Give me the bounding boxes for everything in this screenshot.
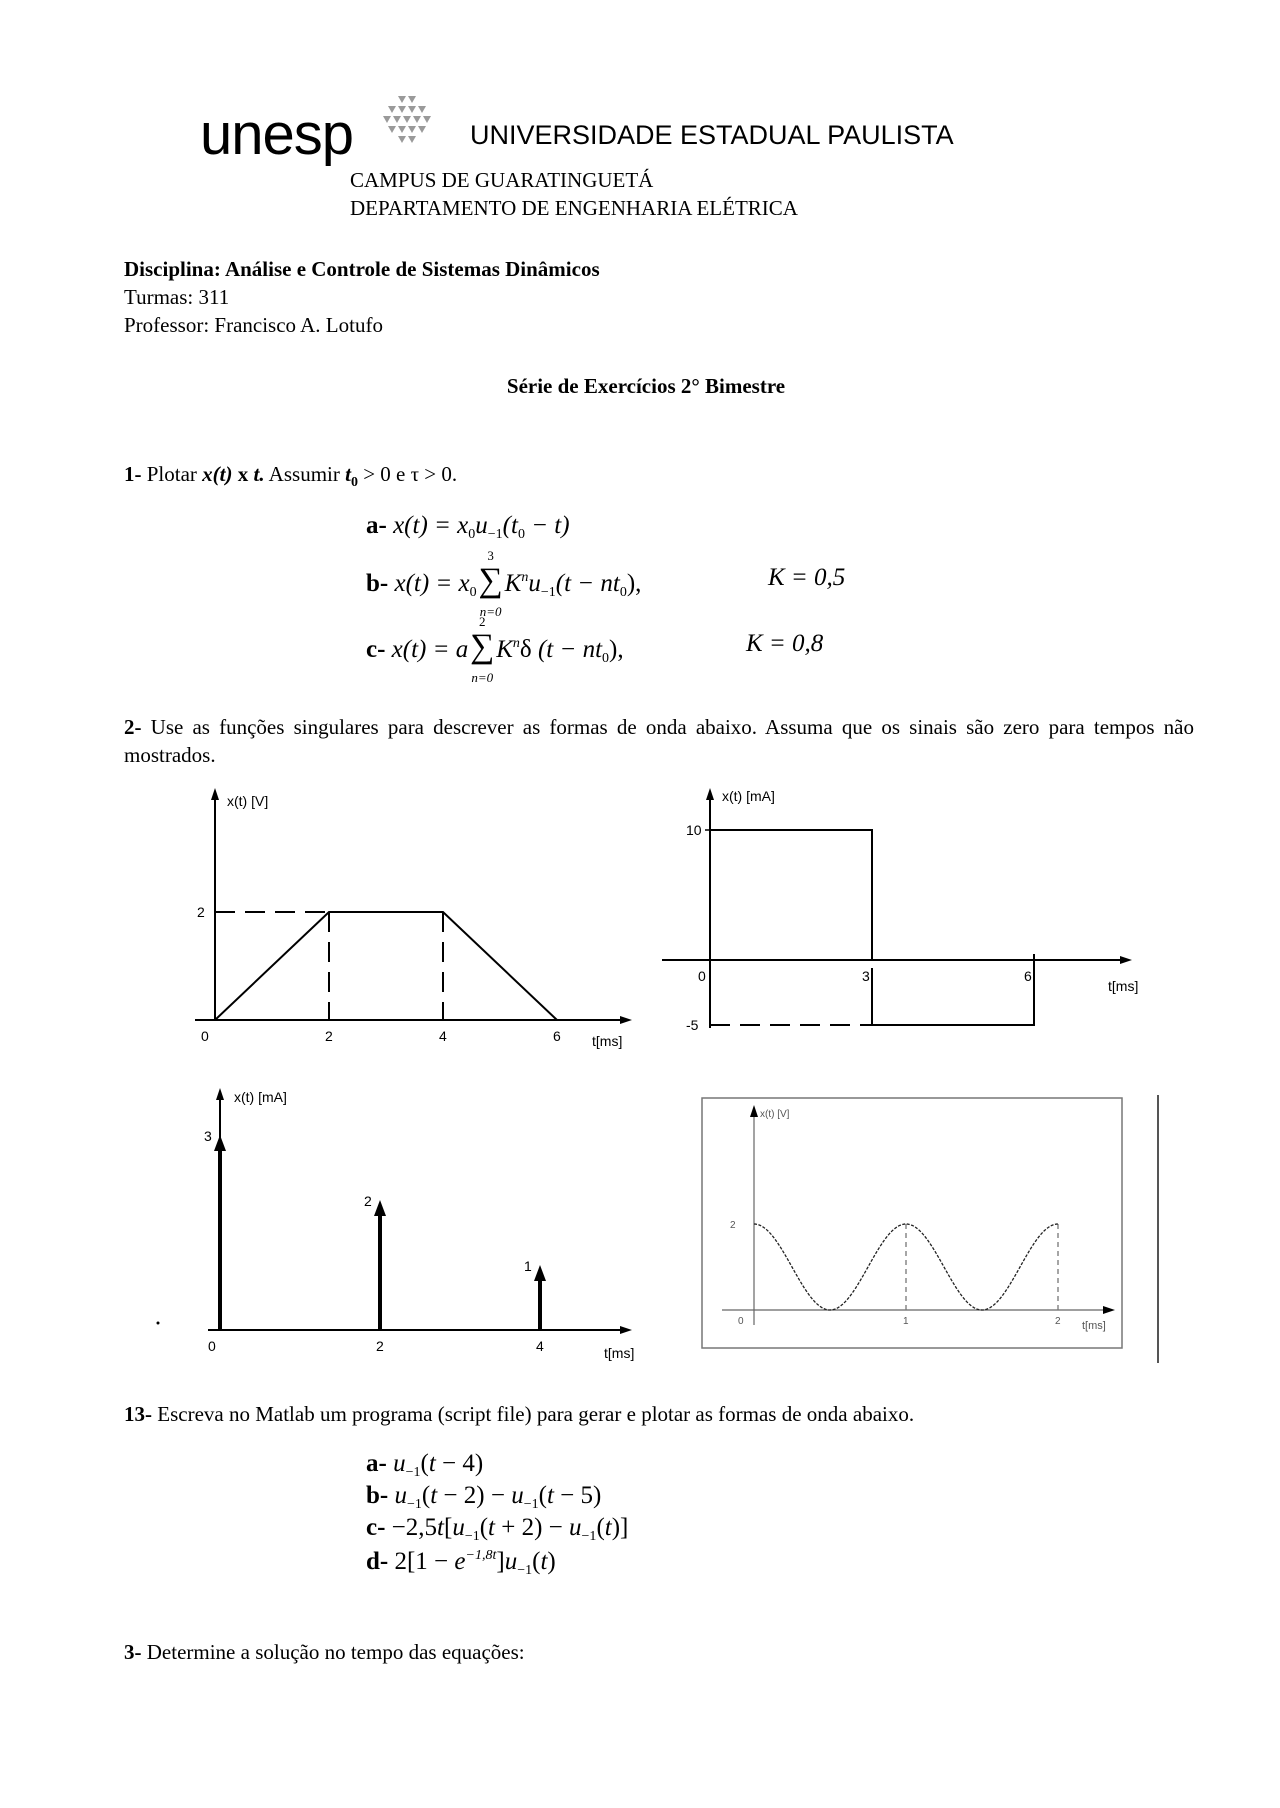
formula-1b-u: u (528, 570, 541, 597)
q3-number: 3- (124, 1640, 142, 1664)
stray-dot (157, 1322, 160, 1325)
x-axis-arrow (620, 1326, 632, 1334)
formula-1b-arg-sub: 0 (619, 585, 627, 600)
y-axis-label: x(t) [V] (760, 1109, 790, 1120)
series-line (215, 912, 557, 1020)
formula-1c-k: K (496, 636, 513, 663)
x-tick-label: 0 (208, 1338, 216, 1354)
x-axis-label: t[ms] (604, 1345, 635, 1361)
y-axis-label: x(t) [mA] (234, 1089, 287, 1105)
x-tick-label: 4 (536, 1338, 544, 1354)
formula-1a-arg-end: − t) (524, 512, 570, 539)
formula-1b-label: b- (366, 570, 389, 597)
impulse-label: 3 (204, 1128, 212, 1144)
sigma-symbol: ∑ (470, 628, 495, 665)
formula-1b-k-sup: n (521, 570, 529, 585)
formula-1c-sum (468, 614, 496, 685)
y-tick-label: 10 (686, 822, 702, 838)
y-tick-label: 2 (730, 1220, 736, 1231)
q1-number: 1- (124, 462, 142, 486)
impulse-arrow (534, 1265, 546, 1281)
unesp-logo-text: unesp (200, 102, 354, 167)
q1-xt: x(t) (202, 462, 233, 486)
formula-13d: d- $2[1 - e^{-1,8t}]u_{-1}(t)$ (366, 1548, 556, 1578)
formula-1c-delta: δ (519, 636, 532, 663)
series-low-segment (872, 954, 1034, 1025)
formula-1a-u: u (475, 512, 488, 539)
formula-1c-arg-end: ), (609, 636, 624, 663)
formula-13c: $c- -2,5t[u_{-1}(t + 2) - u_{-1}(t)]$ (366, 1514, 629, 1544)
x-axis-label: t[ms] (1108, 978, 1139, 994)
formula-1c-arg: (t − nt (531, 636, 603, 663)
question-13 (124, 1402, 914, 1427)
x-tick-label: 0 (738, 1316, 744, 1327)
question-1 (124, 462, 457, 492)
formula-1b-u-sub: −1 (540, 585, 556, 600)
formula-13a-label: a- (366, 1450, 387, 1477)
y-tick-label: -5 (686, 1017, 699, 1033)
question-3 (124, 1640, 525, 1665)
campus-name: CAMPUS DE GUARATINGUETÁ (350, 168, 654, 192)
x-tick-label: 3 (862, 968, 870, 984)
formula-1b-arg: (t − nt (555, 570, 620, 597)
series-title: Série de Exercícios 2° Bimestre (506, 374, 786, 398)
formula-1b-constant: K = 0,5 (768, 564, 846, 591)
discipline: Disciplina: Análise e Controle de Sistemas Dinâmicos (124, 257, 600, 281)
y-axis-arrow (216, 1088, 224, 1100)
q1-text-c: > 0 e τ > 0. (357, 462, 458, 486)
formula-1c-label: c- (366, 636, 386, 663)
formula-1b-arg-end: ), (626, 570, 642, 597)
formula-1a-u-sub: −1 (487, 527, 503, 542)
y-axis-label: x(t) [mA] (722, 788, 775, 804)
y-axis-arrow (706, 788, 714, 800)
chart-cosine (700, 1095, 1170, 1375)
x-axis-label: t[ms] (1082, 1320, 1106, 1332)
formula-1a-label: a- (366, 512, 387, 539)
department-name: DEPARTAMENTO DE ENGENHARIA ELÉTRICA (350, 196, 798, 220)
formula-1a (366, 512, 570, 543)
series-high-segment (710, 830, 872, 960)
q1-text-b: Assumir (264, 462, 346, 486)
unesp-logo-icon (376, 94, 442, 146)
impulse-label: 2 (364, 1193, 372, 1209)
formula-13b: b- $u_{-1}(t - 2) - u_{-1}(t - 5)$ (366, 1482, 602, 1512)
x-tick-label: 2 (1055, 1316, 1061, 1327)
q2-text: Use as funções singulares para descrever as formas de onda abaixo. Assuma que os sinais são zero para tempos não mostrados. (124, 715, 1194, 767)
q3-text: Determine a solução no tempo das equações: (146, 1640, 525, 1664)
chart-pulse (660, 780, 1160, 1060)
q1-t0: t (345, 462, 351, 486)
x-axis-arrow (620, 1016, 632, 1024)
formula-1b-k: K (504, 570, 522, 597)
x-tick-label: 0 (201, 1028, 209, 1044)
formula-1c (366, 614, 624, 685)
formula-1c-lhs: x(t) = a (391, 636, 469, 663)
formula-1b-lhs-sub: 0 (469, 585, 477, 600)
formula-1c-sum-top: 2 (478, 614, 486, 629)
y-tick-label: 2 (197, 904, 205, 920)
formula-1a-arg-sub: 0 (517, 527, 525, 542)
q1-x: x (232, 462, 254, 486)
formula-13b-label: b- (366, 1482, 389, 1509)
formula-1a-lhs-sub: 0 (468, 527, 476, 542)
q13-number: 13- (124, 1402, 152, 1426)
q2-number: 2- (124, 715, 142, 739)
chart-trapezoid (150, 780, 650, 1060)
y-axis-label: x(t) [V] (227, 793, 269, 809)
formula-13c-label: c- (366, 1514, 386, 1541)
formula-1b-sum (477, 548, 505, 619)
impulse-label: 1 (524, 1258, 532, 1274)
formula-1a-lhs: x(t) = x (393, 512, 469, 539)
x-tick-label: 1 (903, 1316, 909, 1327)
x-tick-label: 6 (553, 1028, 561, 1044)
impulse-arrow (374, 1200, 386, 1216)
classes: Turmas: 311 (124, 285, 230, 309)
q1-text: Plotar (146, 462, 203, 486)
x-tick-label: 2 (325, 1028, 333, 1044)
formula-1b-lhs: x(t) = x (394, 570, 470, 597)
x-axis-arrow (1120, 956, 1132, 964)
q1-t0-sub: 0 (350, 475, 358, 490)
formula-13d-label: d- (366, 1548, 389, 1575)
university-name: UNIVERSIDADE ESTADUAL PAULISTA (470, 120, 954, 150)
x-tick-label: 4 (439, 1028, 447, 1044)
x-tick-label: 6 (1024, 968, 1032, 984)
q1-t: t. (253, 462, 265, 486)
formula-1b (366, 548, 642, 619)
formula-1c-arg-sub: 0 (602, 651, 610, 666)
x-tick-label: 0 (698, 968, 706, 984)
formula-13a: a- $u_{-1}(t - 4)$ (366, 1450, 484, 1480)
impulse-arrow (214, 1135, 226, 1151)
formula-1a-arg: (t (502, 512, 518, 539)
formula-1c-sum-bottom: n=0 (471, 670, 494, 685)
formula-1b-sum-top: 3 (487, 548, 494, 563)
sigma-symbol: ∑ (478, 562, 503, 599)
y-axis-arrow (211, 788, 219, 800)
chart-impulses (150, 1080, 650, 1380)
formula-13d-exponent: −1,8t (465, 1548, 497, 1563)
formula-1b-sum-bottom: n=0 (479, 604, 502, 619)
formula-1c-k-sup: n (512, 636, 520, 651)
x-tick-label: 2 (376, 1338, 384, 1354)
question-2 (124, 713, 1194, 769)
formula-1c-constant: K = 0,8 (746, 630, 824, 657)
x-axis-label: t[ms] (592, 1033, 623, 1049)
q13-text: Escreva no Matlab um programa (script file) para gerar e plotar as formas de onda abaixo. (157, 1402, 915, 1426)
professor: Professor: Francisco A. Lotufo (124, 313, 383, 337)
